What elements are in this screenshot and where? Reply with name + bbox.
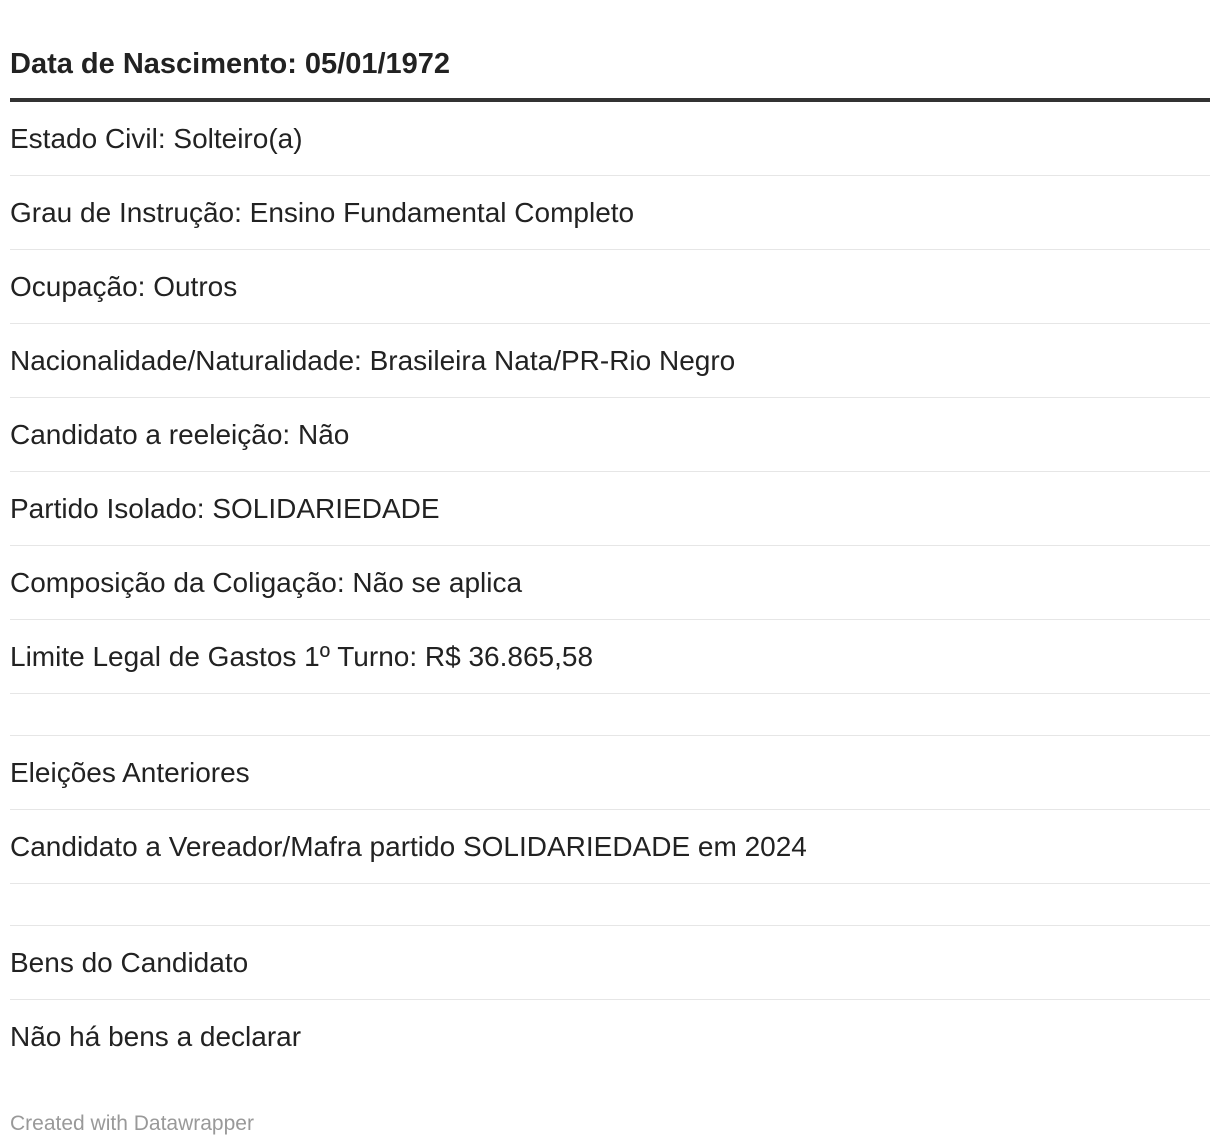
education-cell: Grau de Instrução: Ensino Fundamental Completo [10,197,635,228]
marital-status-cell: Estado Civil: Solteiro(a) [10,123,303,154]
candidate-info-table [10,0,1210,1073]
table-row-marital-status [10,102,1210,176]
assets-cell: Não há bens a declarar [10,1021,302,1052]
table-row-occupation [10,250,1210,324]
table-row-reelection [10,398,1210,472]
table-row-spacer [10,694,1210,736]
assets-heading: Bens do Candidato [10,947,249,978]
table-row-party [10,472,1210,546]
nationality-cell: Nacionalidade/Naturalidade: Brasileira Nata/PR-Rio Negro [10,345,736,376]
party-cell: Partido Isolado: SOLIDARIEDADE [10,493,440,524]
coalition-cell: Composição da Coligação: Não se aplica [10,567,523,598]
table-row-spacer [10,884,1210,926]
occupation-cell: Ocupação: Outros [10,271,238,302]
birth-date-header: Data de Nascimento: 05/01/1972 [10,48,451,80]
spending-limit-cell: Limite Legal de Gastos 1º Turno: R$ 36.865,58 [10,641,594,672]
table-row-previous-elections-heading [10,736,1210,810]
table-row-spending-limit [10,620,1210,694]
table-row-previous-election [10,810,1210,884]
reelection-cell: Candidato a reeleição: Não [10,419,350,450]
table-row-coalition [10,546,1210,620]
table-row-assets [10,1000,1210,1073]
table-row-education [10,176,1210,250]
table-row-assets-heading [10,926,1210,1000]
datawrapper-credit[interactable]: Created with Datawrapper [10,1112,254,1135]
previous-election-cell: Candidato a Vereador/Mafra partido SOLIDARIEDADE em 2024 [10,831,807,862]
table-row-nationality [10,324,1210,398]
previous-elections-heading: Eleições Anteriores [10,757,250,788]
table-header [10,0,1210,102]
